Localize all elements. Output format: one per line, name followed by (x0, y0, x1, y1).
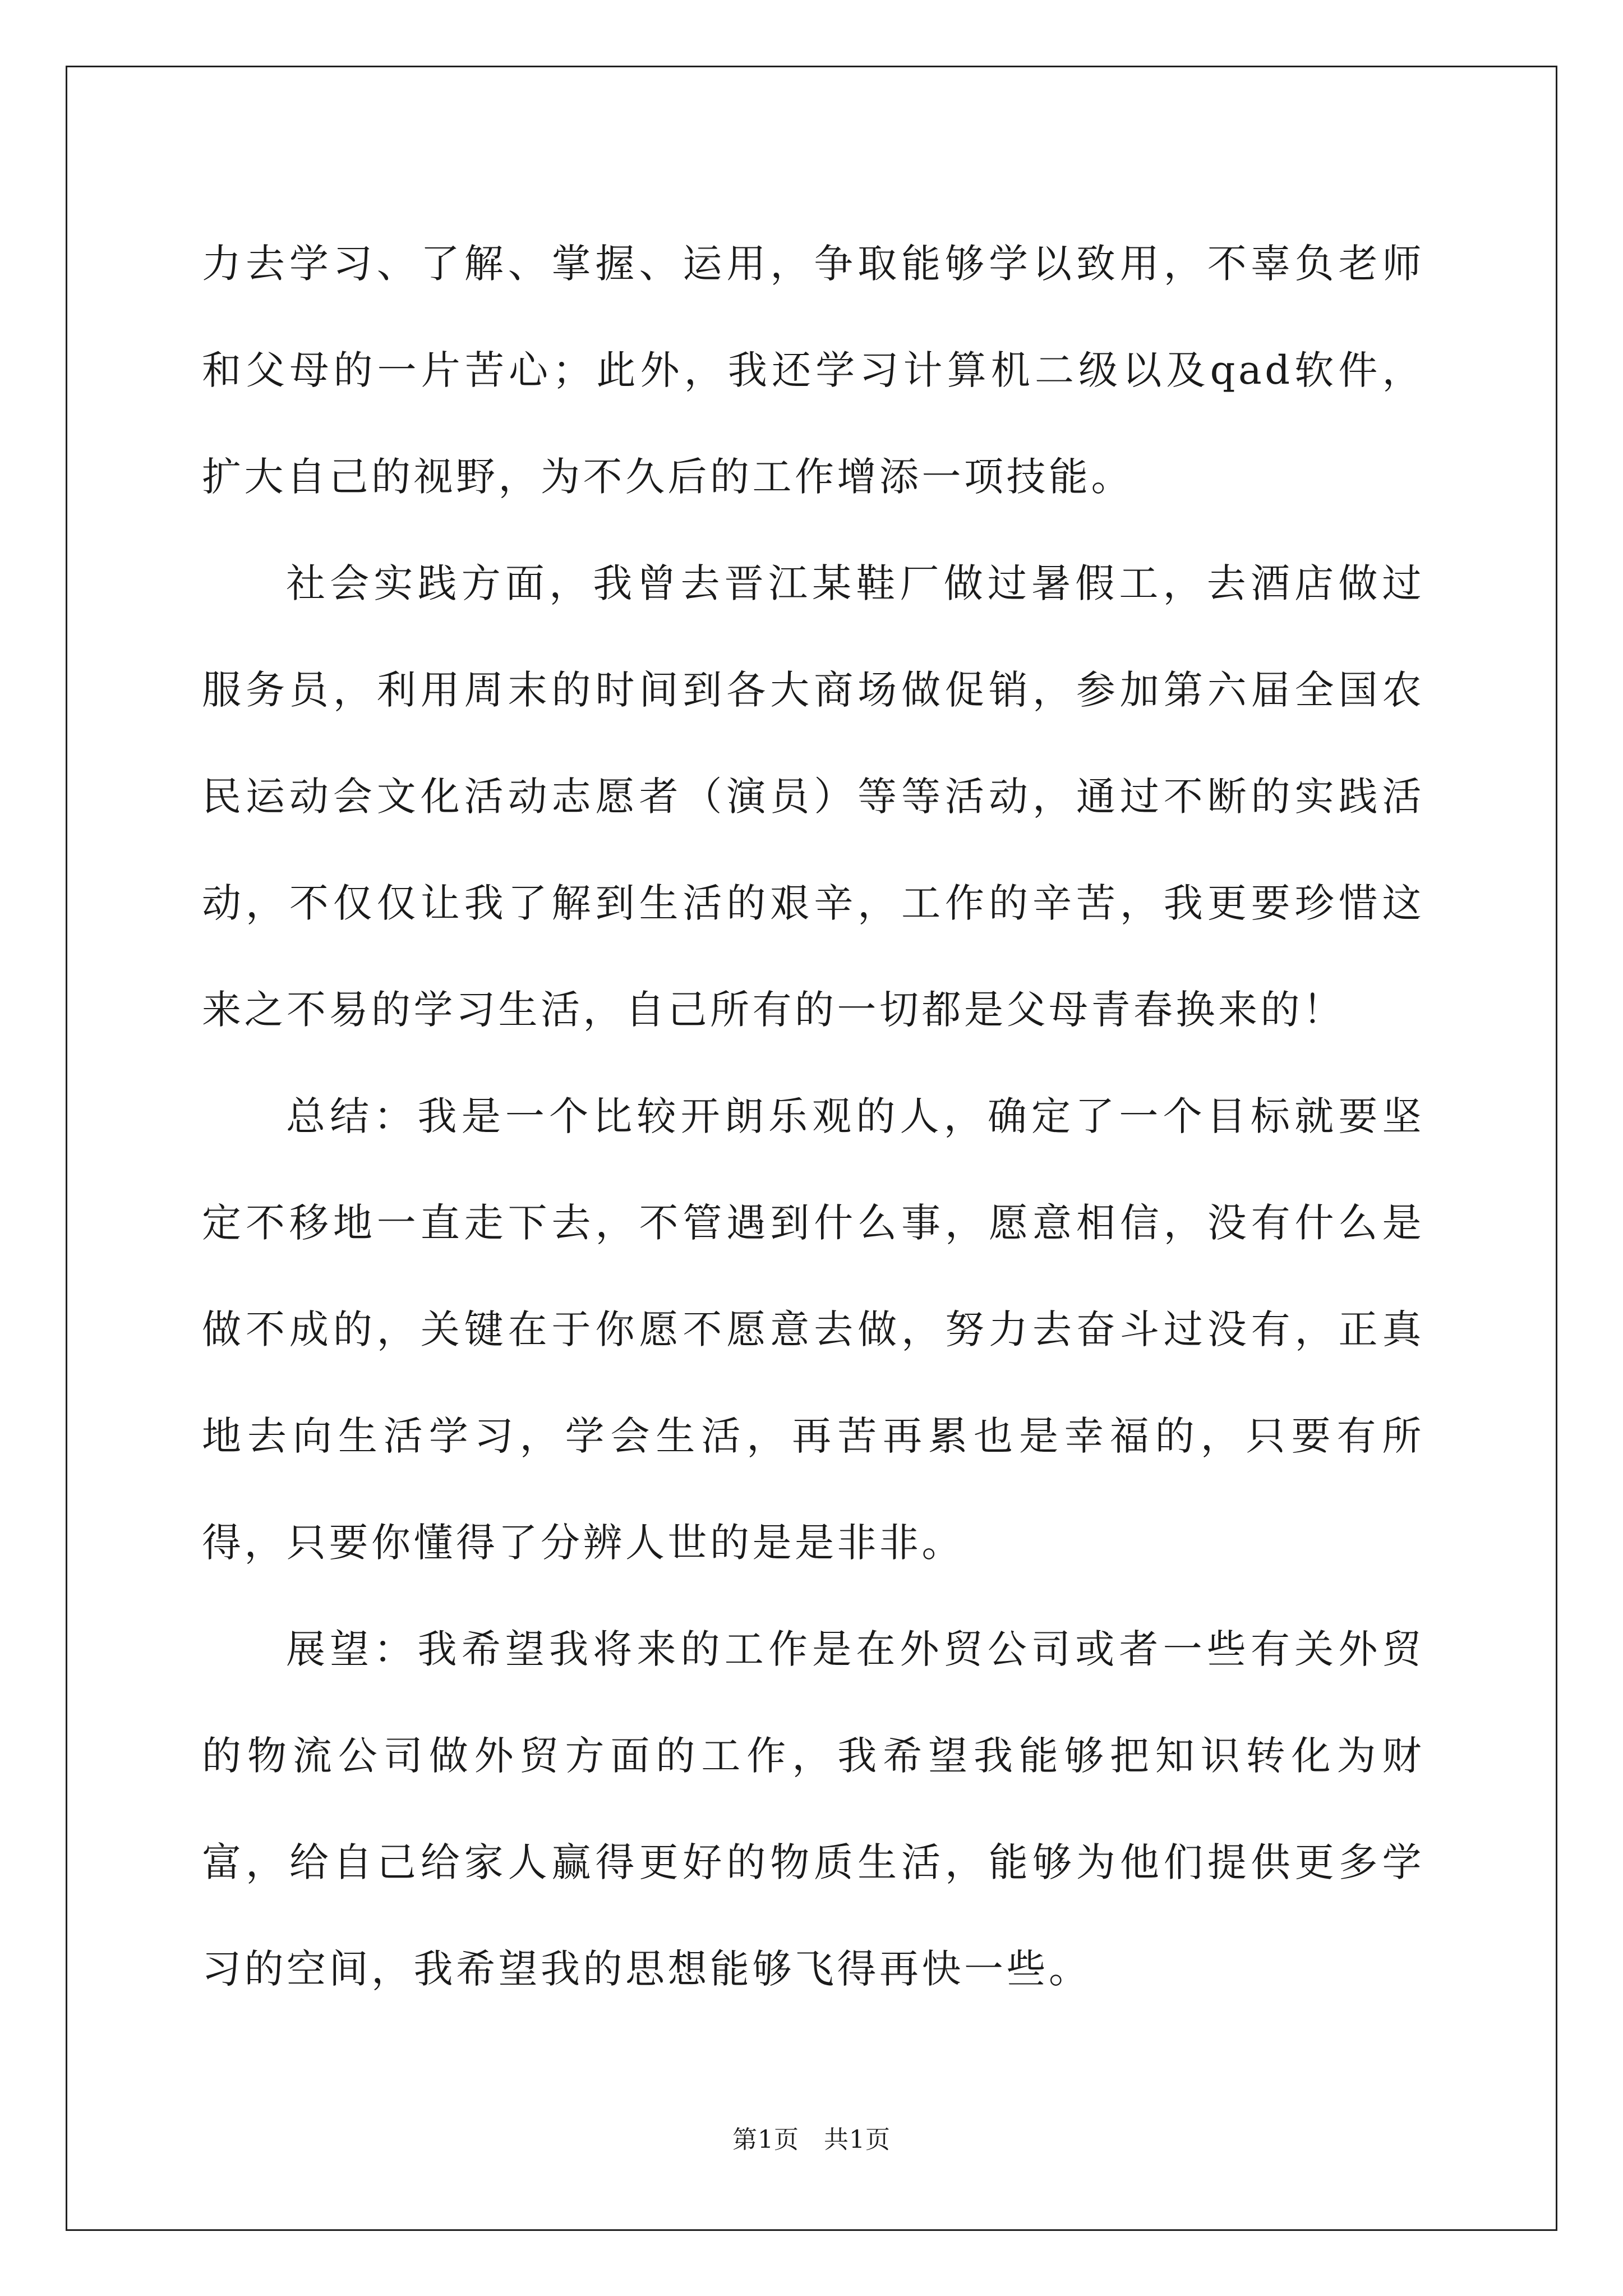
page-footer (0, 2123, 1623, 2157)
page-number: 第1页 (732, 2125, 799, 2154)
document-body (202, 210, 1424, 2022)
paragraph-outlook: 展望：我希望我将来的工作是在外贸公司或者一些有关外贸的物流公司做外贸方面的工作，我希望我能够把知识转化为财富，给自己给家人赢得更好的物质生活，能够为他们提供更多学习的空间，我希望我的思想能够飞得再快一些。 (202, 1626, 1424, 1992)
paragraph-study: 力去学习、了解、掌握、运用，争取能够学以致用，不辜负老师和父母的一片苦心；此外，我还学习计算机二级以及qad软件，扩大自己的视野，为不久后的工作增添一项技能。 (202, 241, 1424, 500)
paragraph-social-practice: 社会实践方面，我曾去晋江某鞋厂做过暑假工，去酒店做过服务员，利用周末的时间到各大商场做促销，参加第六届全国农民运动会文化活动志愿者（演员）等等活动，通过不断的实践活动，不仅仅让我了解到生活的艰辛，工作的辛苦，我更要珍惜这来之不易的学习生活，自己所有的一切都是父母青春换来的！ (202, 560, 1424, 1033)
page-total: 共1页 (824, 2125, 891, 2154)
paragraph-summary: 总结：我是一个比较开朗乐观的人，确定了一个目标就要坚定不移地一直走下去，不管遇到什么事，愿意相信，没有什么是做不成的，关键在于你愿不愿意去做，努力去奋斗过没有，正真地去向生活学习，学会生活，再苦再累也是幸福的，只要有所得，只要你懂得了分辨人世的是是非非。 (202, 1093, 1424, 1566)
